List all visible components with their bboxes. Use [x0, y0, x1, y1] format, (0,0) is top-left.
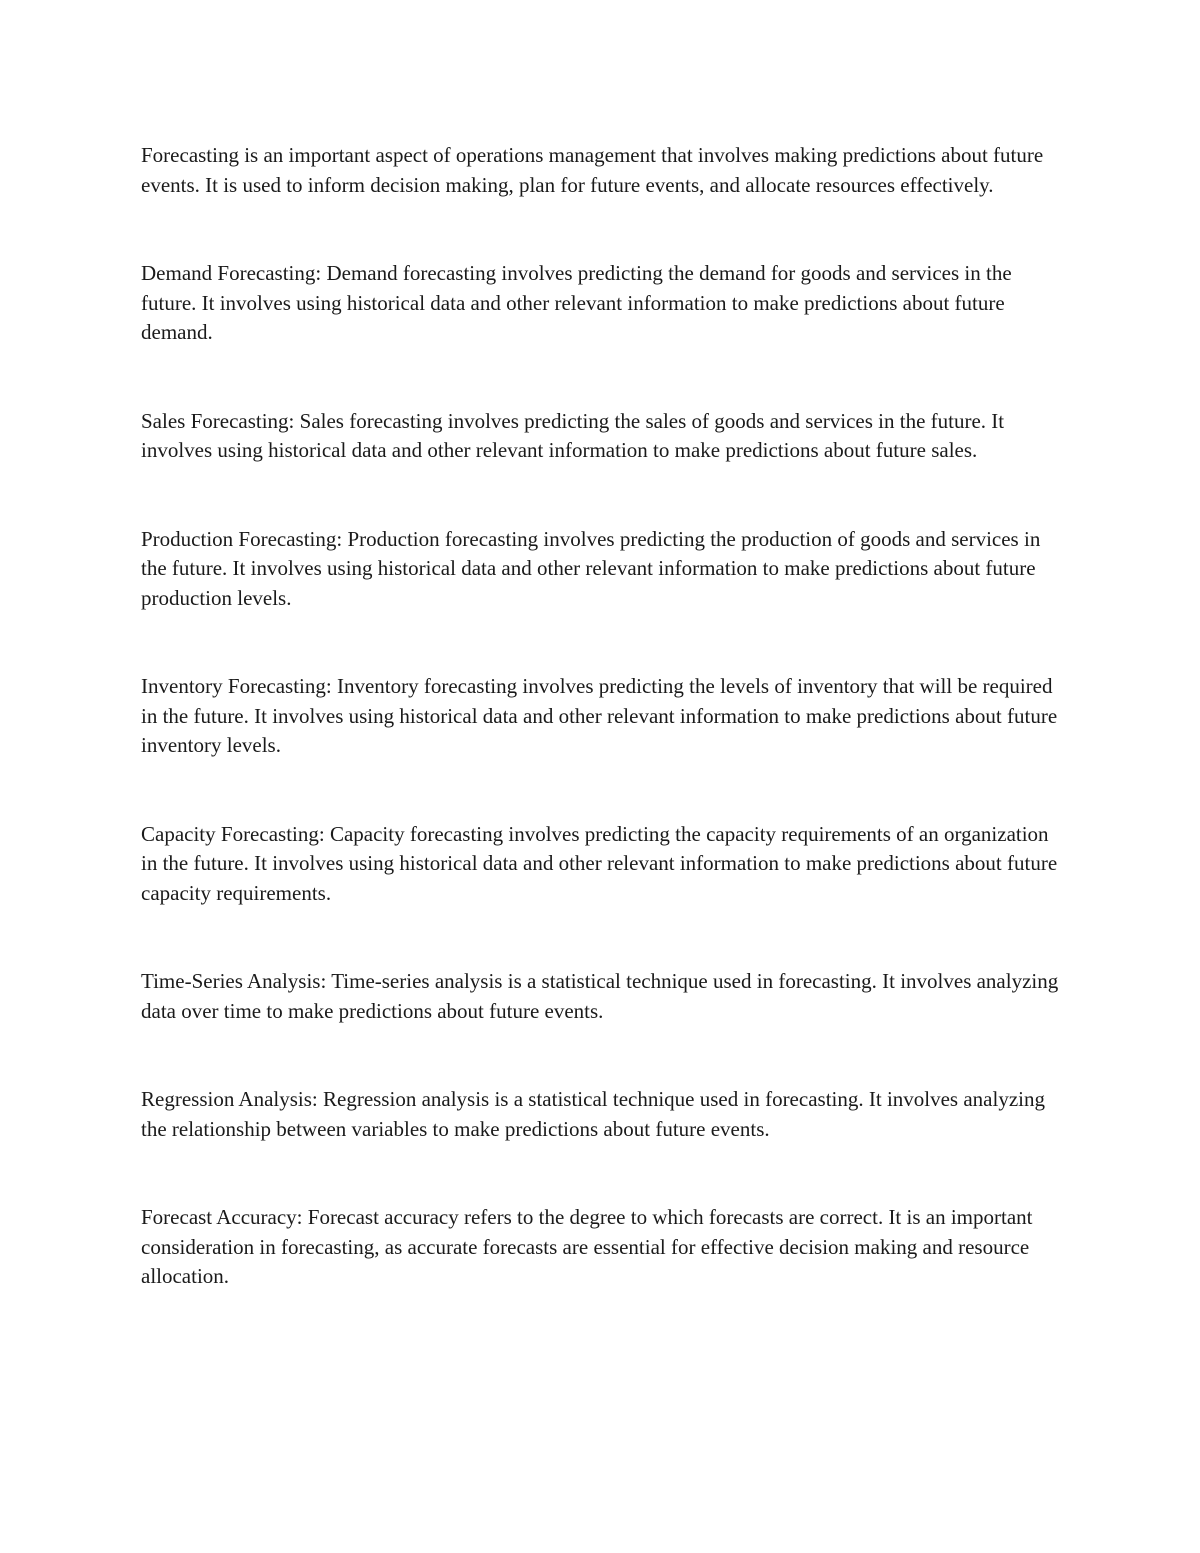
- intro-paragraph: Forecasting is an important aspect of operations management that involves making predictions about future events. It is used to inform decision making, plan for future events, and allocate resources effectively.: [141, 143, 1044, 197]
- regression-analysis-paragraph: Regression Analysis: Regression analysis is a statistical technique used in forecasting. It involves analyzing the relationship between variables to make predictions about future events.: [141, 1087, 1045, 1141]
- time-series-analysis-paragraph: Time-Series Analysis: Time-series analysis is a statistical technique used in forecasting. It involves analyzing data over time to make predictions about future events.: [141, 969, 1059, 1023]
- demand-forecasting-paragraph: Demand Forecasting: Demand forecasting involves predicting the demand for goods and services in the future. It involves using historical data and other relevant information to make predictions about future demand.: [141, 261, 1012, 344]
- forecast-accuracy-paragraph: Forecast Accuracy: Forecast accuracy refers to the degree to which forecasts are correct. It is an important consideration in forecasting, as accurate forecasts are essential for effective decision making and resource allocation.: [141, 1205, 1033, 1288]
- inventory-forecasting-paragraph: Inventory Forecasting: Inventory forecasting involves predicting the levels of inventory that will be required in the future. It involves using historical data and other relevant information to make predictions about future inventory levels.: [141, 674, 1058, 757]
- production-forecasting-paragraph: Production Forecasting: Production forecasting involves predicting the production of goods and services in the future. It involves using historical data and other relevant information to make predictions about future production levels.: [141, 526, 1041, 610]
- document-body: [141, 141, 1061, 1292]
- sales-forecasting-paragraph: Sales Forecasting: Sales forecasting involves predicting the sales of goods and services in the future. It involves using historical data and other relevant information to make predictions about future sales.: [141, 408, 1005, 462]
- capacity-forecasting-paragraph: Capacity Forecasting: Capacity forecasting involves predicting the capacity requirements of an organization in the future. It involves using historical data and other relevant information to make predictions about future capacity requirements.: [141, 821, 1058, 905]
